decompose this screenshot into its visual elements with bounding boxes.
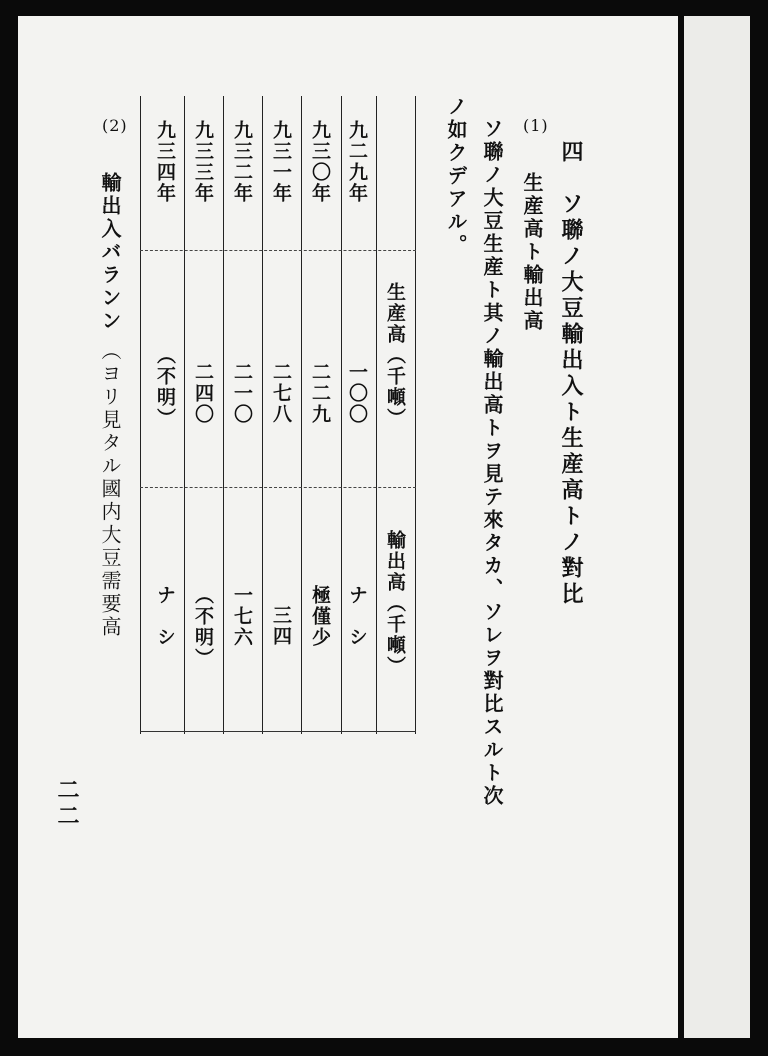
table-divider <box>301 96 302 734</box>
row-export: ナ シ <box>154 585 176 648</box>
row-export: 極僅少 <box>309 585 331 648</box>
row-year: 九三四年 <box>154 120 176 204</box>
row-production: 二一〇 <box>231 362 253 425</box>
table-divider <box>223 96 224 734</box>
row-year: 九三一年 <box>270 120 292 204</box>
header-export: 輸出高（千噸） <box>384 530 406 677</box>
row-production: 二七八 <box>270 362 292 425</box>
header-production: 生産高（千噸） <box>384 282 406 429</box>
paragraph-line-1: ソ聯ノ大豆生産ト其ノ輸出高トヲ見テ來タカ、ソレヲ對比スルト次 <box>480 118 504 808</box>
table-divider <box>184 96 185 734</box>
row-export: 三四 <box>270 605 292 647</box>
row-production: 一〇〇 <box>346 362 368 425</box>
table-bottom-rule <box>140 731 416 732</box>
page-number: 二二 <box>54 778 80 830</box>
subsection-1-title: 生産高ト輸出高 <box>520 172 544 333</box>
row-export: 一七六 <box>231 585 253 648</box>
adjacent-page-edge <box>684 16 750 1038</box>
paragraph-line-2: ノ如クデアル。 <box>444 96 468 257</box>
table-border <box>415 96 416 734</box>
row-export: （不明） <box>192 585 214 669</box>
subsection-2-number: (2) <box>102 116 128 135</box>
row-production: 二四〇 <box>192 362 214 425</box>
table-divider <box>262 96 263 734</box>
row-year: 九二九年 <box>346 120 368 204</box>
row-year: 九三〇年 <box>309 120 331 204</box>
row-production: 二二九 <box>309 362 331 425</box>
row-production: （不明） <box>154 345 176 429</box>
section-heading: 四 ソ聯ノ大豆輸出入ト生産高トノ對比 <box>558 140 584 608</box>
row-export: ナ シ <box>346 585 368 648</box>
table-row-separator <box>140 487 416 488</box>
table-divider <box>376 96 377 734</box>
table-row-separator <box>140 250 416 251</box>
table-border <box>140 96 141 734</box>
row-year: 九三三年 <box>192 120 214 204</box>
subsection-2-note: （ヨリ見タル國内大豆需要高 <box>98 340 122 639</box>
table-divider <box>341 96 342 734</box>
subsection-1-number: (1) <box>523 116 549 135</box>
subsection-2-title: 輸出入バランン <box>98 172 122 333</box>
row-year: 九三二年 <box>231 120 253 204</box>
